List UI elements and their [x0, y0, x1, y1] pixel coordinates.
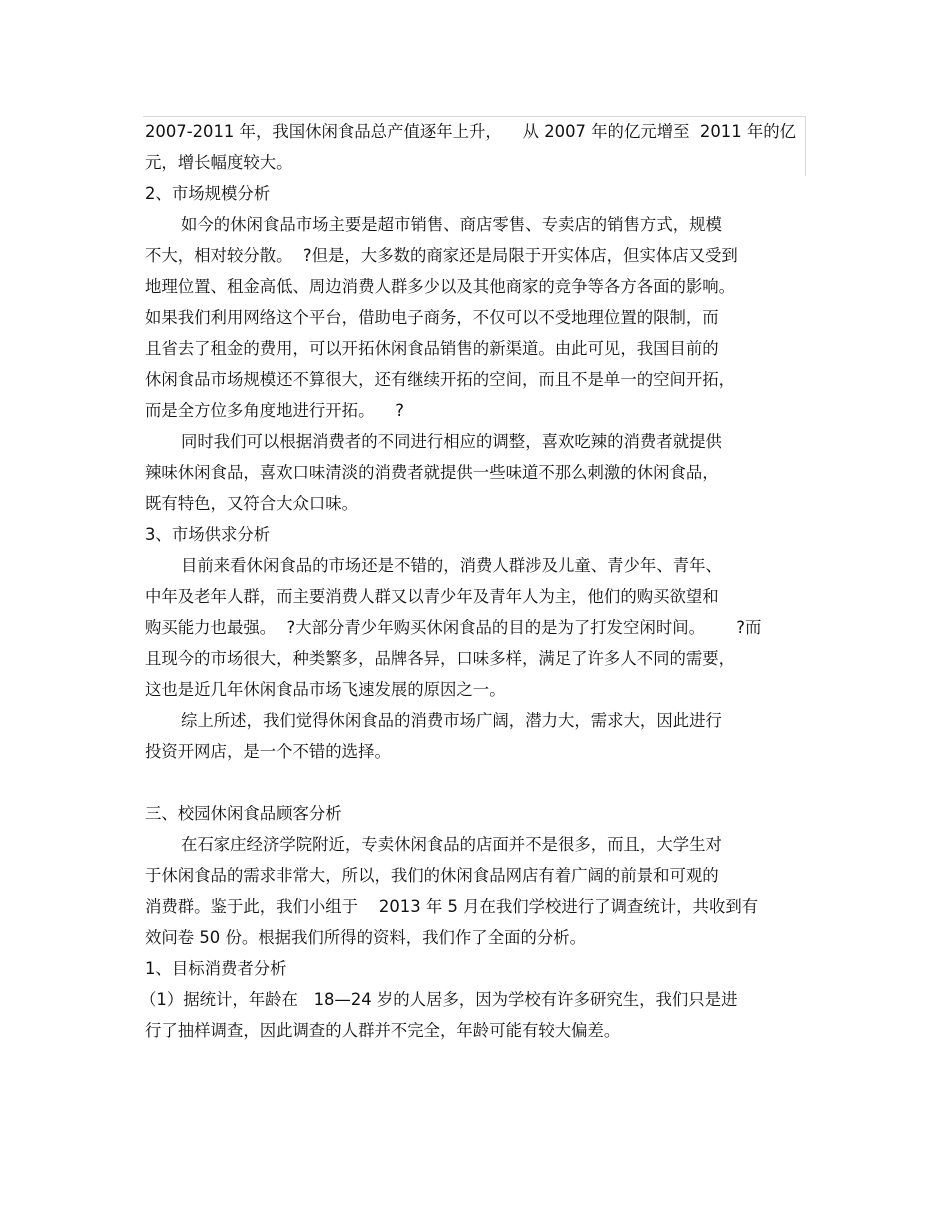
paragraph-line: 如果我们利用网络这个平台，借助电子商务，不仅可以不受地理位置的限制，而 — [145, 308, 719, 327]
paragraph-line: 元，增长幅度较大。 — [145, 153, 293, 172]
paragraph-line: 效问卷 50 份。根据我们所得的资料，我们作了全面的分析。 — [145, 928, 587, 947]
paragraph-line: 地理位置、租金高低、周边消费人群多少以及其他商家的竞争等各方各面的影响。 — [145, 277, 736, 296]
paragraph-line: 于休闲食品的需求非常大，所以，我们的休闲食品网店有着广阔的前景和可观的 — [145, 866, 719, 885]
paragraph-line: 行了抽样调查，因此调查的人群并不完全，年龄可能有较大偏差。 — [145, 1021, 621, 1040]
paragraph-line: 这也是近几年休闲食品市场飞速发展的原因之一。 — [145, 680, 506, 699]
paragraph-line: 既有特色，又符合大众口味。 — [145, 494, 359, 513]
paragraph-line: 而是全方位多角度地进行开拓。 ? — [145, 401, 405, 420]
section-heading: 3、市场供求分析 — [145, 525, 271, 544]
paragraph-line: 2007-2011 年，我国休闲食品总产值逐年上升， 从 2007 年的亿元增至 2011 年的亿 — [145, 122, 797, 141]
paragraph-line: 中年及老年人群，而主要消费人群又以青少年及青年人为主，他们的购买欲望和 — [145, 587, 719, 606]
paragraph-line: 在石家庄经济学院附近，专卖休闲食品的店面并不是很多，而且，大学生对 — [181, 835, 722, 854]
chapter-heading: 三、校园休闲食品顾客分析 — [145, 804, 342, 823]
paragraph-line: 休闲食品市场规模还不算很大，还有继续开拓的空间，而且不是单一的空间开拓， — [145, 370, 736, 389]
section-heading: 2、市场规模分析 — [145, 184, 271, 203]
paragraph-line: 购买能力也最强。 ?大部分青少年购买休闲食品的目的是为了打发空闲时间。 ?而 — [145, 618, 762, 637]
paragraph-line: 同时我们可以根据消费者的不同进行相应的调整，喜欢吃辣的消费者就提供 — [181, 432, 722, 451]
paragraph-line: 且现今的市场很大，种类繁多，品牌各异，口味多样，满足了许多人不同的需要， — [145, 649, 736, 668]
right-divider — [805, 116, 806, 176]
paragraph-line: 不大，相对较分散。 ?但是，大多数的商家还是局限于开实体店，但实体店又受到 — [145, 246, 738, 265]
section-heading: 1、目标消费者分析 — [145, 959, 287, 978]
paragraph-line: （1）据统计，年龄在 18—24 岁的人居多，因为学校有许多研究生，我们只是进 — [140, 990, 738, 1009]
paragraph-line: 投资开网店，是一个不错的选择。 — [145, 742, 391, 761]
paragraph-line: 消费群。鉴于此，我们小组于 2013 年 5 月在我们学校进行了调查统计，共收到有 — [145, 897, 759, 916]
paragraph-line: 辣味休闲食品，喜欢口味清淡的消费者就提供一些味道不那么刺激的休闲食品， — [145, 463, 719, 482]
top-divider — [143, 116, 805, 117]
paragraph-line: 如今的休闲食品市场主要是超市销售、商店零售、专卖店的销售方式，规模 — [181, 215, 722, 234]
paragraph-line: 且省去了租金的费用，可以开拓休闲食品销售的新渠道。由此可见，我国目前的 — [145, 339, 719, 358]
paragraph-line: 目前来看休闲食品的市场还是不错的，消费人群涉及儿童、青少年、青年、 — [181, 556, 722, 575]
paragraph-line: 综上所述，我们觉得休闲食品的消费市场广阔，潜力大，需求大，因此进行 — [181, 711, 722, 730]
